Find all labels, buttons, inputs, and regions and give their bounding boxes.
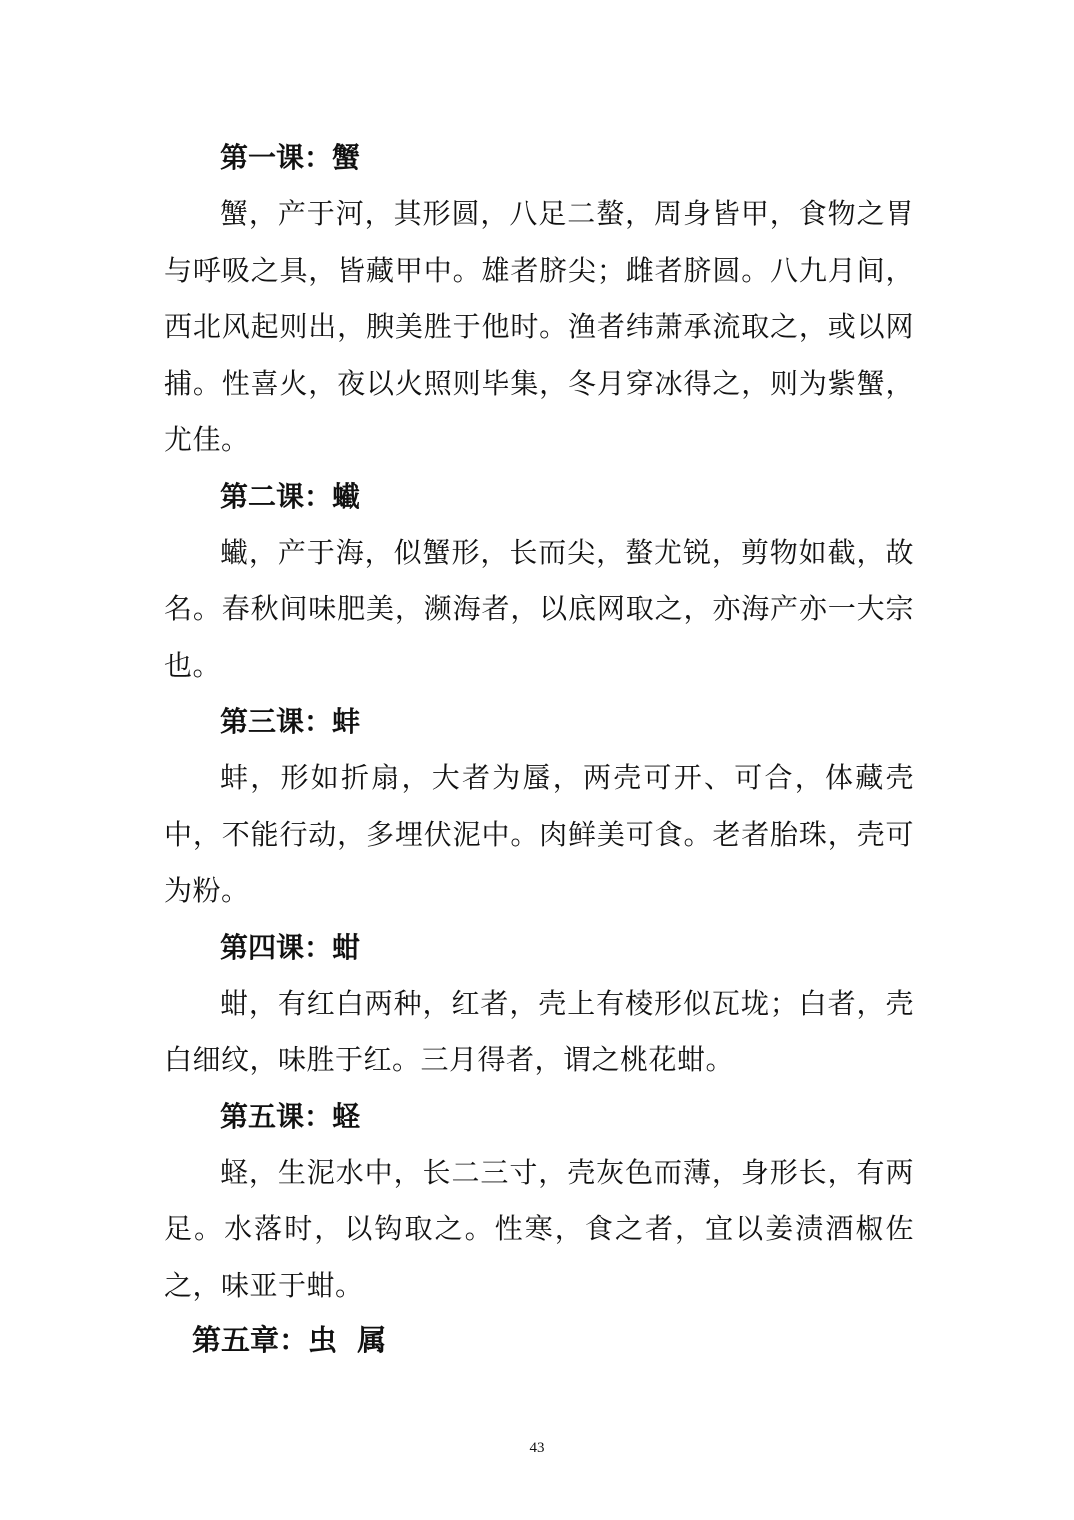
lesson-3-title: 第三课：蚌 bbox=[220, 705, 361, 738]
lesson-4-text: 蚶，有红白两种，红者，壳上有棱形似瓦垅；白者，壳白细纹，味胜于红。三月得者，谓之桃花蚶。 bbox=[164, 986, 914, 1076]
chapter-title: 第五章：虫 属 bbox=[192, 1323, 387, 1357]
page-number: 43 bbox=[529, 1440, 545, 1456]
lesson-1-text: 蟹，产于河，其形圆，八足二螯，周身皆甲，食物之胃与呼吸之具，皆藏甲中。雄者脐尖；雌者脐圆。八九月间，西北风起则出，腴美胜于他时。渔者纬萧承流取之，或以网捕。性喜火，夜以火照则毕集，冬月穿冰得之，则为紫蟹，尤佳。 bbox=[164, 197, 914, 456]
lesson-2-text: 蠘，产于海，似蟹形，长而尖，螯尤锐，剪物如截，故名。春秋间味肥美，濒海者，以底网取之，亦海产亦一大宗也。 bbox=[164, 535, 914, 682]
lesson-5-title: 第五课：蛏 bbox=[220, 1099, 361, 1133]
lesson-2-title: 第二课：蠘 bbox=[220, 479, 361, 513]
lesson-4-title: 第四课：蚶 bbox=[220, 930, 361, 964]
lesson-3-text: 蚌，形如折扇，大者为蜃，两壳可开、可合，体藏壳中，不能行动，多埋伏泥中。肉鲜美可食。老者胎珠，壳可为粉。 bbox=[164, 761, 914, 907]
lesson-5-text: 蛏，生泥水中，长二三寸，壳灰色而薄，身形长，有两足。水落时，以钩取之。性寒，食之者，宜以姜渍酒椒佐之，味亚于蚶。 bbox=[164, 1155, 914, 1302]
lessons-content bbox=[164, 130, 914, 1314]
lesson-1-title: 第一课：蟹 bbox=[220, 141, 361, 174]
